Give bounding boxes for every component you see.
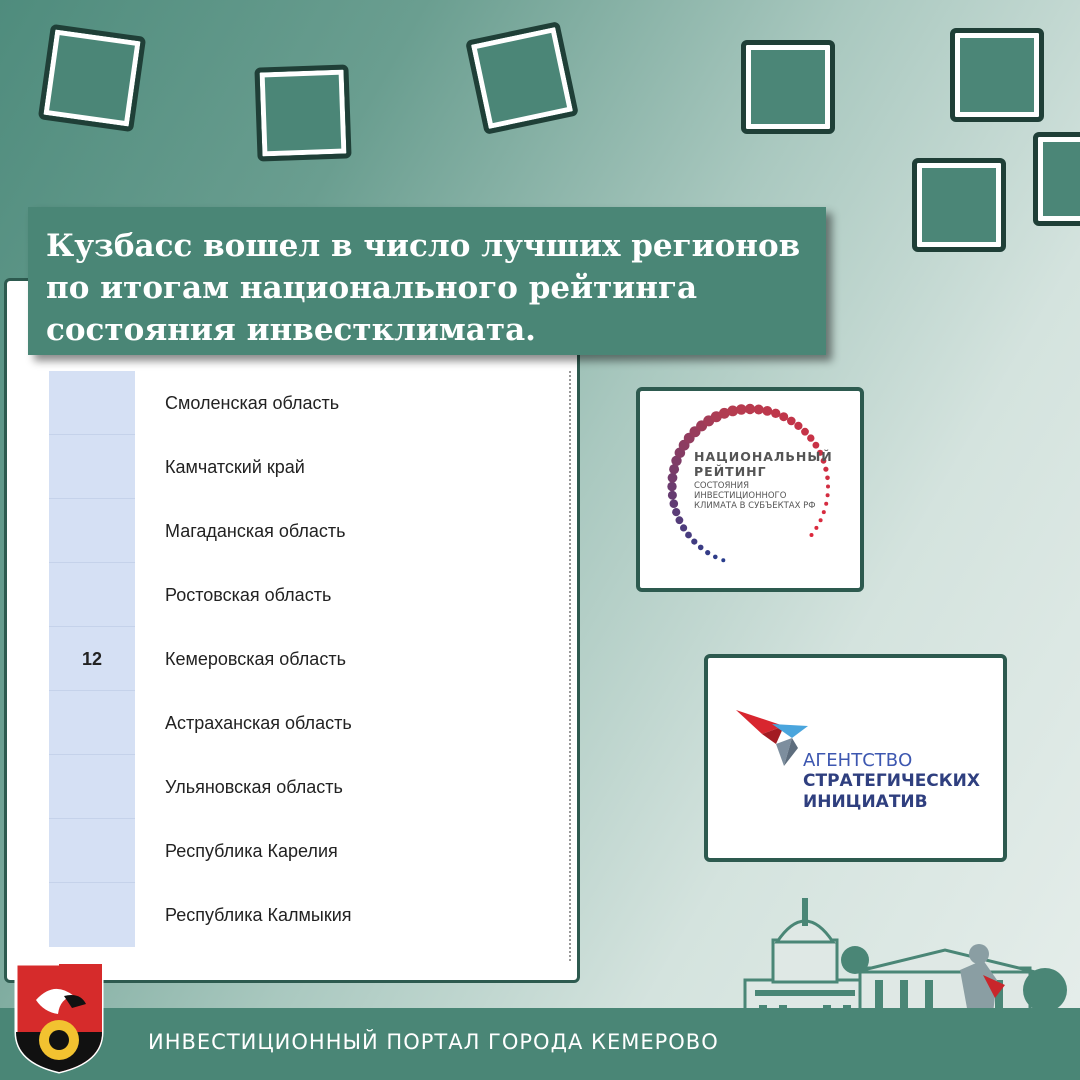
table-row bbox=[7, 819, 577, 883]
ring-dot bbox=[819, 518, 823, 522]
ring-dot bbox=[668, 473, 678, 483]
rating-subtitle: РЕЙТИНГ bbox=[694, 464, 767, 479]
ring-dot bbox=[810, 533, 814, 537]
ring-dot bbox=[685, 532, 692, 539]
region-cell: Ульяновская область bbox=[165, 777, 343, 797]
rank-cell: 12 bbox=[81, 649, 103, 669]
ring-dot bbox=[668, 491, 677, 500]
ring-dot bbox=[801, 428, 809, 436]
table-row bbox=[7, 563, 577, 627]
ring-dot bbox=[680, 524, 687, 531]
rating-title: НАЦИОНАЛЬНЫЙ bbox=[694, 449, 833, 464]
asi-logo-card bbox=[704, 654, 1007, 862]
ring-dot bbox=[771, 409, 780, 418]
rank-cell bbox=[49, 691, 135, 755]
ranking-table bbox=[4, 278, 580, 983]
ring-dot bbox=[705, 550, 710, 555]
ring-dot bbox=[787, 417, 796, 426]
asi-line1: АГЕНТСТВО bbox=[803, 750, 913, 771]
rating-caption: КЛИМАТА В СУБЪЕКТАХ РФ bbox=[694, 501, 816, 511]
footer-bar bbox=[0, 1008, 1080, 1080]
ring-dot bbox=[667, 482, 676, 491]
rank-cell bbox=[49, 371, 135, 435]
ring-dot bbox=[670, 499, 679, 508]
decor-square bbox=[950, 28, 1044, 122]
ring-dot bbox=[813, 442, 820, 449]
footer-text: ИНВЕСТИЦИОННЫЙ ПОРТАЛ ГОРОДА КЕМЕРОВО bbox=[148, 1030, 719, 1054]
region-cell: Республика Калмыкия bbox=[165, 905, 352, 925]
asi-line3: ИНИЦИАТИВ bbox=[803, 792, 928, 812]
region-cell: Кемеровская область bbox=[165, 649, 346, 669]
rank-cell bbox=[49, 435, 135, 499]
decor-square bbox=[465, 21, 579, 135]
ring-dot bbox=[713, 555, 718, 560]
ring-dot bbox=[691, 539, 697, 545]
decor-square bbox=[254, 64, 351, 161]
headline-line: по итогам национального рейтинга bbox=[46, 270, 698, 306]
ring-dot bbox=[672, 508, 680, 516]
rating-caption: СОСТОЯНИЯ bbox=[694, 481, 750, 491]
rank-cell bbox=[49, 819, 135, 883]
ring-dot bbox=[698, 545, 704, 551]
table-row bbox=[7, 691, 577, 755]
kemerovo-coat-of-arms-icon bbox=[14, 962, 104, 1074]
ring-dot bbox=[762, 406, 772, 416]
table-row bbox=[7, 499, 577, 563]
decor-square bbox=[741, 40, 835, 134]
ring-dot bbox=[676, 516, 684, 524]
headline-line: Кузбасс вошел в число лучших регионов bbox=[46, 228, 801, 264]
table-row bbox=[7, 371, 577, 435]
region-cell: Магаданская область bbox=[165, 521, 346, 541]
table-row bbox=[7, 435, 577, 499]
national-rating-logo-card bbox=[636, 387, 864, 592]
table-row bbox=[7, 755, 577, 819]
rank-cell bbox=[49, 755, 135, 819]
ring-dot bbox=[807, 434, 814, 441]
decor-square bbox=[912, 158, 1006, 252]
ring-dot bbox=[814, 526, 818, 530]
region-cell: Смоленская область bbox=[165, 393, 340, 413]
region-cell: Республика Карелия bbox=[165, 841, 338, 861]
ring-dot bbox=[779, 412, 788, 421]
ring-dot bbox=[745, 404, 755, 414]
region-cell: Ростовская область bbox=[165, 585, 332, 605]
headline-text bbox=[46, 225, 826, 351]
headline-line: состояния инвестклимата. bbox=[46, 312, 536, 348]
ring-dot bbox=[754, 405, 764, 415]
rank-cell bbox=[49, 563, 135, 627]
rating-caption: ИНВЕСТИЦИОННОГО bbox=[694, 491, 787, 501]
asi-line2: СТРАТЕГИЧЕСКИХ bbox=[803, 771, 981, 791]
ring-dot bbox=[794, 422, 802, 430]
region-cell: Астраханская область bbox=[165, 713, 352, 733]
decor-square bbox=[38, 24, 146, 132]
table-row bbox=[7, 627, 577, 691]
rank-cell bbox=[49, 499, 135, 563]
decor-square bbox=[1033, 132, 1080, 226]
headline-banner bbox=[28, 207, 826, 355]
region-cell: Камчатский край bbox=[165, 457, 305, 477]
table-row bbox=[7, 883, 577, 947]
rank-cell bbox=[49, 883, 135, 947]
ring-dot bbox=[721, 558, 725, 562]
